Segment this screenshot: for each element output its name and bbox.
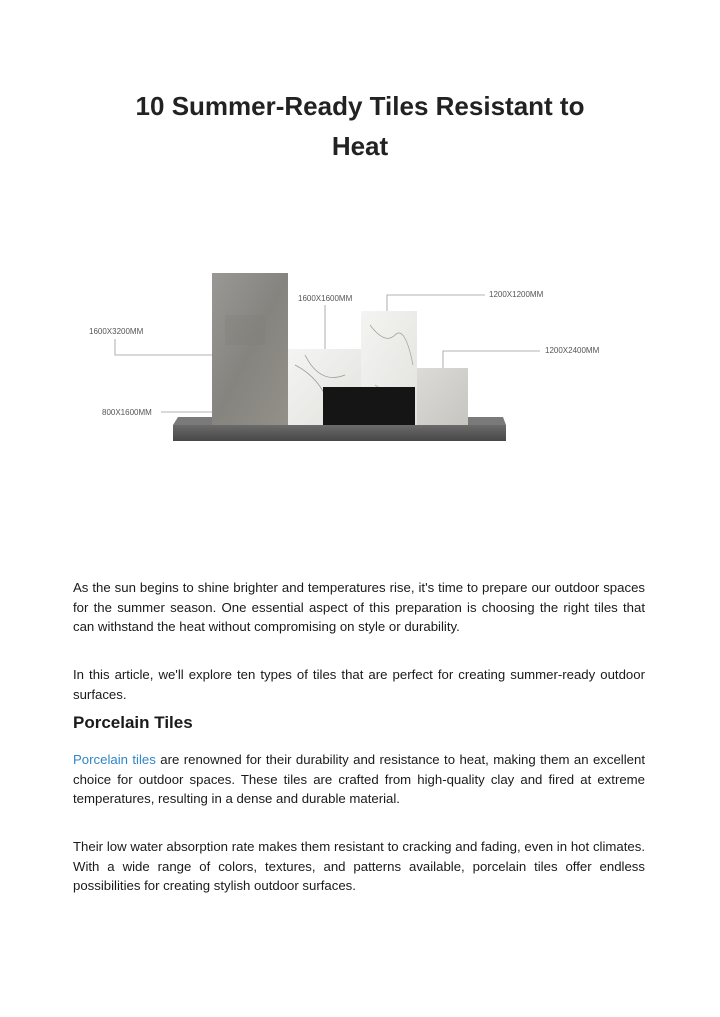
- title-line-1: 10 Summer-Ready Tiles Resistant to: [135, 91, 585, 121]
- intro-paragraph-2: In this article, we'll explore ten types of tiles that are perfect for creating summer-ready outdoor surfaces.: [73, 667, 645, 702]
- porcelain-paragraph-2: Their low water absorption rate makes them resistant to cracking and fading, even in hot climates. With a wide range of colors, textures, and patterns available, porcelain tiles offer endless possibilities for creating stylish outdoor surfaces.: [73, 839, 645, 894]
- concrete-tile-texture: [225, 315, 265, 345]
- label-1600x1600: 1600X1600MM: [298, 294, 353, 303]
- label-800x1600: 800X1600MM: [102, 408, 152, 417]
- intro-paragraph-1: As the sun begins to shine brighter and temperatures rise, it's time to prepare our outdoor spaces for the summer season. One essential aspect of this preparation is choosing the right tiles that can withstand the heat without compromising on style or durability.: [73, 580, 645, 635]
- page-title: [80, 86, 640, 166]
- porcelain-paragraph-1: [73, 750, 645, 809]
- leader-line-1200x2400: [443, 351, 540, 368]
- porcelain-paragraph-1-text: are renowned for their durability and resistance to heat, making them an excellent choice for outdoor spaces. These tiles are crafted from high-quality clay and fired at extreme temperatures, resulting in a dense and durable material.: [73, 752, 645, 807]
- tile-sizes-figure: [75, 255, 635, 455]
- section-heading-porcelain: Porcelain Tiles: [73, 713, 193, 732]
- tile-sizes-illustration: [75, 255, 635, 455]
- base-slab: [173, 425, 506, 441]
- concrete-tile: [212, 273, 288, 425]
- leader-line-1600x3200: [115, 339, 212, 355]
- label-1200x2400: 1200X2400MM: [545, 346, 600, 355]
- leader-line-1200x1200: [387, 295, 485, 311]
- label-1200x1200: 1200X1200MM: [489, 290, 544, 299]
- title-line-2: Heat: [331, 131, 389, 161]
- black-tile: [323, 387, 415, 425]
- porcelain-tiles-link[interactable]: Porcelain tiles: [73, 752, 156, 767]
- label-1600x3200: 1600X3200MM: [89, 327, 144, 336]
- stone-tile: [417, 368, 468, 425]
